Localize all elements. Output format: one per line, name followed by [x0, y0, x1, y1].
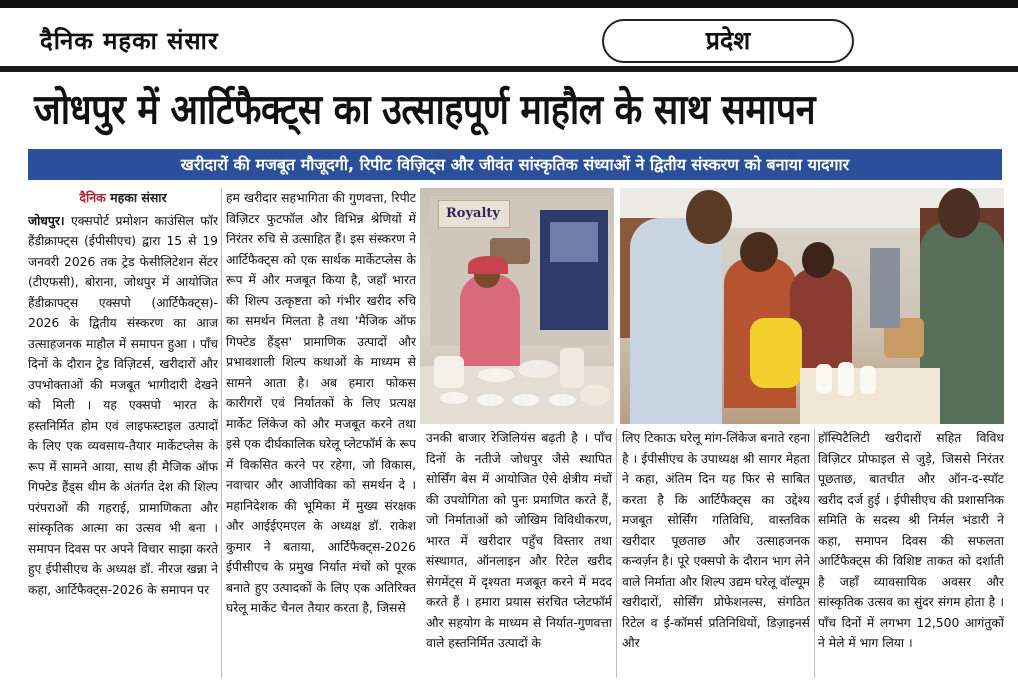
top-rule: [0, 0, 1018, 8]
column-1-text: एक्सपोर्ट प्रमोशन काउंसिल फॉर हैंडीक्राफ्ट्स (ईपीसीएच) द्वारा 15 से 19 जनवरी 2026 तक ट्रेड फेसीलिटेशन सेंटर (टीएफसी), बोराना, जोधपुर में आयोजित हैंडीक्राफ्ट्स एक्सपो (आर्टिफैक्ट्स)- 2026 के द्वितीय संस्करण का आज उत्साहजनक माहौल में समापन हुआ । पाँच दिनों के दौरान ट्रेड विज़िटर्स, खरीदारों और उपभोक्ताओं की मजबूत भागीदारी देखने को मिली । यह एक्सपो भारत के हस्तनिर्मित होम एवं लाइफस्टाइल उत्पादों के लिए एक व्यवसाय-तैयार मार्केटप्लेस के रूप में सामने आया, साथ ही मैजिक ऑफ गिफ्टेड हैंड्स थीम के अंतर्गत देश की शिल्प परंपराओं की गहराई, प्रामाणिकता और सांस्कृतिक आत्मा का उत्सव भी बना । समापन दिवस पर अपने विचार साझा करते हुए ईपीसीएच के अध्यक्ष डॉ. नीरज खन्ना ने कहा, आर्टिफैक्ट्स-2026 के समापन पर: [28, 213, 218, 597]
column-5-text: हॉस्पिटैलिटी खरीदारों सहित विविध विज़िटर प्रोफाइल से जुड़े, जिससे निरंतर पूछताछ, बातचीत और ऑन-द-स्पॉट खरीद दर्ज हुई । ईपीसीएच की प्रशासनिक समिति के सदस्य श्री निर्मल भंडारी ने कहा, समापन दिवस की सफलता आर्टिफैक्ट्स की विशिष्ट ताकत को दर्शाती है जहाँ व्यावसायिक अवसर और सांस्कृतिक उत्सव का सुंदर संगम होता है । पाँच दिनों में लगभग 12,500 आगंतुकों ने मेले में भाग लिया ।: [818, 431, 1004, 650]
section-label: प्रदेश: [602, 19, 854, 63]
column-2-text: हम खरीदार सहभागिता की गुणवत्ता, रिपीट विज़िटर फुटफॉल और विभिन्न श्रेणियों में निरंतर रुचि से उत्साहित हैं। इस संस्करण ने आर्टिफैक्ट्स को एक सार्थक मार्केटप्लेस के रूप में और मजबूत किया है, जहाँ भारत की शिल्प उत्कृष्टता को गंभीर खरीद रुचि का समर्थन मिलता है तथा 'मैजिक ऑफ गिफ्टेड हैंड्स' प्रामाणिक उत्पादों और प्रभावशाली शिल्प कथाओं के माध्यम से सामने आता है। अब हमारा फोकस कारीगरों एवं निर्यातकों के लिए प्रत्यक्ष मार्केट लिंकेज को और मजबूत करने तथा इसे एक दीर्घकालिक घरेलू प्लेटफॉर्म के रूप में विकसित करने पर रहेगा, जो विकास, नवाचार और आजीविका को समर्थन दे । महानिदेशक की भूमिका में मुख्य संरक्षक और आईईएमएल के अध्यक्ष डॉ. राकेश कुमार ने बताया, आर्टिफैक्ट्स-2026 ईपीसीएच के प्रमुख निर्यात मंचों को पूरक बनाते हुए उत्पादकों के लिए एक अतिरिक्त घरेलू मार्केट चैनल तैयार करता है, जिससे: [226, 191, 416, 615]
byline-red: दैनिक: [79, 190, 106, 205]
article-column-5: [818, 428, 1004, 678]
article-column-2: [226, 188, 416, 678]
article-column-3: [426, 428, 612, 678]
byline: [28, 188, 218, 209]
subheadline: खरीदारों की मजबूत मौजूदगी, रिपीट विज़िट्स और जीवंत सांस्कृतिक संध्याओं ने द्वितीय संस्करण को बनाया यादगार: [28, 149, 1002, 180]
visitor-man-left: [630, 218, 722, 424]
column-divider: [221, 188, 222, 678]
column-divider: [616, 428, 617, 678]
column-4-text: लिए टिकाऊ घरेलू मांग-लिंकेज बनाते रहना है । ईपीसीएच के उपाध्यक्ष श्री सागर मेहता ने कहा, अंतिम दिन यह फिर से साबित करता है कि आर्टिफैक्ट्स का उद्देश्य मजबूत सोर्सिंग गतिविधि, वास्तविक खरीदार पूछताछ और उत्साहजनक कन्वर्ज़न है। पूरे एक्सपो के दौरान भाग लेने वाले निर्माता और शिल्प उद्यम घरेलू वॉल्यूम खरीदारों, सोर्सिंग प्रोफेशनल्स, संगठित रिटेल व ई-कॉमर्स प्रतिनिधियों, डिज़ाइनर्स और: [622, 431, 810, 650]
paper-name: दैनिक महका संसार: [40, 27, 219, 55]
photo-artisan-pottery: [420, 188, 614, 424]
byline-black: महका संसार: [110, 190, 167, 205]
shop-sign-text: Royalty: [446, 206, 500, 221]
column-divider: [814, 428, 815, 678]
artisan-figure: [460, 274, 520, 370]
article-column-1: [28, 188, 218, 678]
headline: जोधपुर में आर्टिफैक्ट्स का उत्साहपूर्ण माहौल के साथ समापन: [34, 86, 816, 135]
yellow-bag: [750, 318, 802, 388]
masthead-rule: [0, 66, 1018, 72]
dateline: जोधपुर।: [28, 213, 65, 228]
column-3-text: उनकी बाजार रेजिलियंस बढ़ती है । पाँच दिनों के नतीजे जोधपुर जैसे स्थापित सोर्सिंग बेस में आयोजित ऐसे क्षेत्रीय मंचों की उपयोगिता को पुनः प्रमाणित करते हैं, जो निर्माताओं को जोखिम विविधीकरण, भारत में खरीदार पहुँच विस्तार तथा संस्थागत, ऑनलाइन और रिटेल खरीद सेगमेंट्स में दृश्यता मजबूत करने में मदद करते हैं । हमारा प्रयास संरचित प्लेटफॉर्म और सहयोग के माध्यम से निर्यात-गुणवत्ता वाले हस्तनिर्मित उत्पादों के: [426, 431, 612, 650]
article-column-4: [622, 428, 810, 678]
photo-visitors-at-stall: [620, 188, 1004, 424]
